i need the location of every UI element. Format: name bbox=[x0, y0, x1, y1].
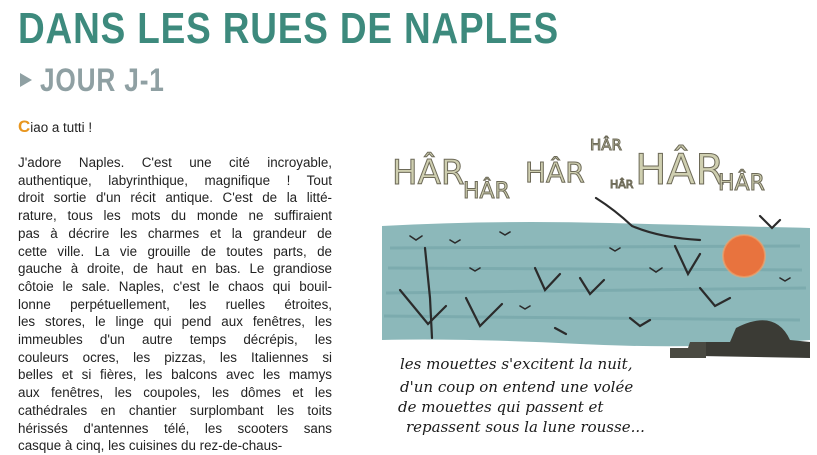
article-line: rature, tous les mots du monde ne suffiraient bbox=[18, 208, 332, 224]
sound-text: HÂR bbox=[525, 156, 585, 189]
subtitle-row bbox=[20, 60, 192, 100]
article-line: hérissés d'antennes télé, les scooters sans bbox=[18, 420, 332, 436]
greeting bbox=[18, 117, 92, 137]
article-line: cathédrales en chantier surplombant les toits bbox=[18, 402, 332, 418]
page-subtitle: JOUR J-1 bbox=[40, 62, 165, 98]
sound-text: HÂR bbox=[392, 153, 465, 193]
seagulls-illustration bbox=[370, 128, 817, 455]
page-title: DANS LES RUES DE NAPLES bbox=[18, 4, 559, 53]
article-line: droit sortie d'un récit antique. C'est de la litté- bbox=[18, 190, 332, 206]
caption-line: repassent sous la lune rousse... bbox=[406, 418, 645, 436]
seagull bbox=[760, 216, 780, 228]
article-line: les stores, le linge qui pend aux fenêtres, les bbox=[18, 314, 332, 330]
caption-line: d'un coup on entend une volée bbox=[400, 378, 634, 396]
article-line: cette ville. La vie grouille de toutes parts, de bbox=[18, 243, 332, 259]
article-line: pas à décrire les charmes et la grandeur de bbox=[18, 225, 332, 241]
article-line: lonne perpétuellement, les ruelles étroites, bbox=[18, 296, 332, 312]
article-line: casque à cinq, les cuisines du rez-de-chaus- bbox=[18, 438, 283, 454]
article-line: gauche à droite, de haut en bas. Le grandiose bbox=[18, 261, 332, 277]
greeting-text: iao a tutti ! bbox=[30, 120, 93, 135]
sound-text: HÂR bbox=[590, 136, 622, 154]
article-line: immeubles d'un autre temps décrépis, les bbox=[18, 332, 332, 348]
article-line: J'adore Naples. C'est une cité incroyable, bbox=[18, 155, 332, 170]
triangle-arrow-icon bbox=[20, 73, 32, 87]
article-body bbox=[18, 154, 332, 455]
article-line: couleurs ocres, les pizzas, les Italiennes si bbox=[18, 349, 332, 365]
article-line: côtoie le sale. Naples, c'est le chaos qui bouil- bbox=[18, 278, 332, 294]
article-line: belles et si fières, les balcons avec les mamys bbox=[18, 367, 332, 383]
caption-line: les mouettes s'excitent la nuit, bbox=[400, 355, 633, 373]
article-line: authentique, labyrinthique, magnifique ! Tout bbox=[18, 172, 332, 188]
caption-line: de mouettes qui passent et bbox=[398, 398, 604, 416]
sound-text: HÂR bbox=[718, 171, 765, 196]
article-line: aux fenêtres, les coupoles, les dômes et les bbox=[18, 385, 332, 401]
sound-text: HÂR bbox=[610, 178, 634, 191]
sound-text: HÂR bbox=[463, 179, 510, 204]
greeting-initial: C bbox=[18, 117, 31, 136]
sound-text: HÂR bbox=[635, 145, 725, 194]
